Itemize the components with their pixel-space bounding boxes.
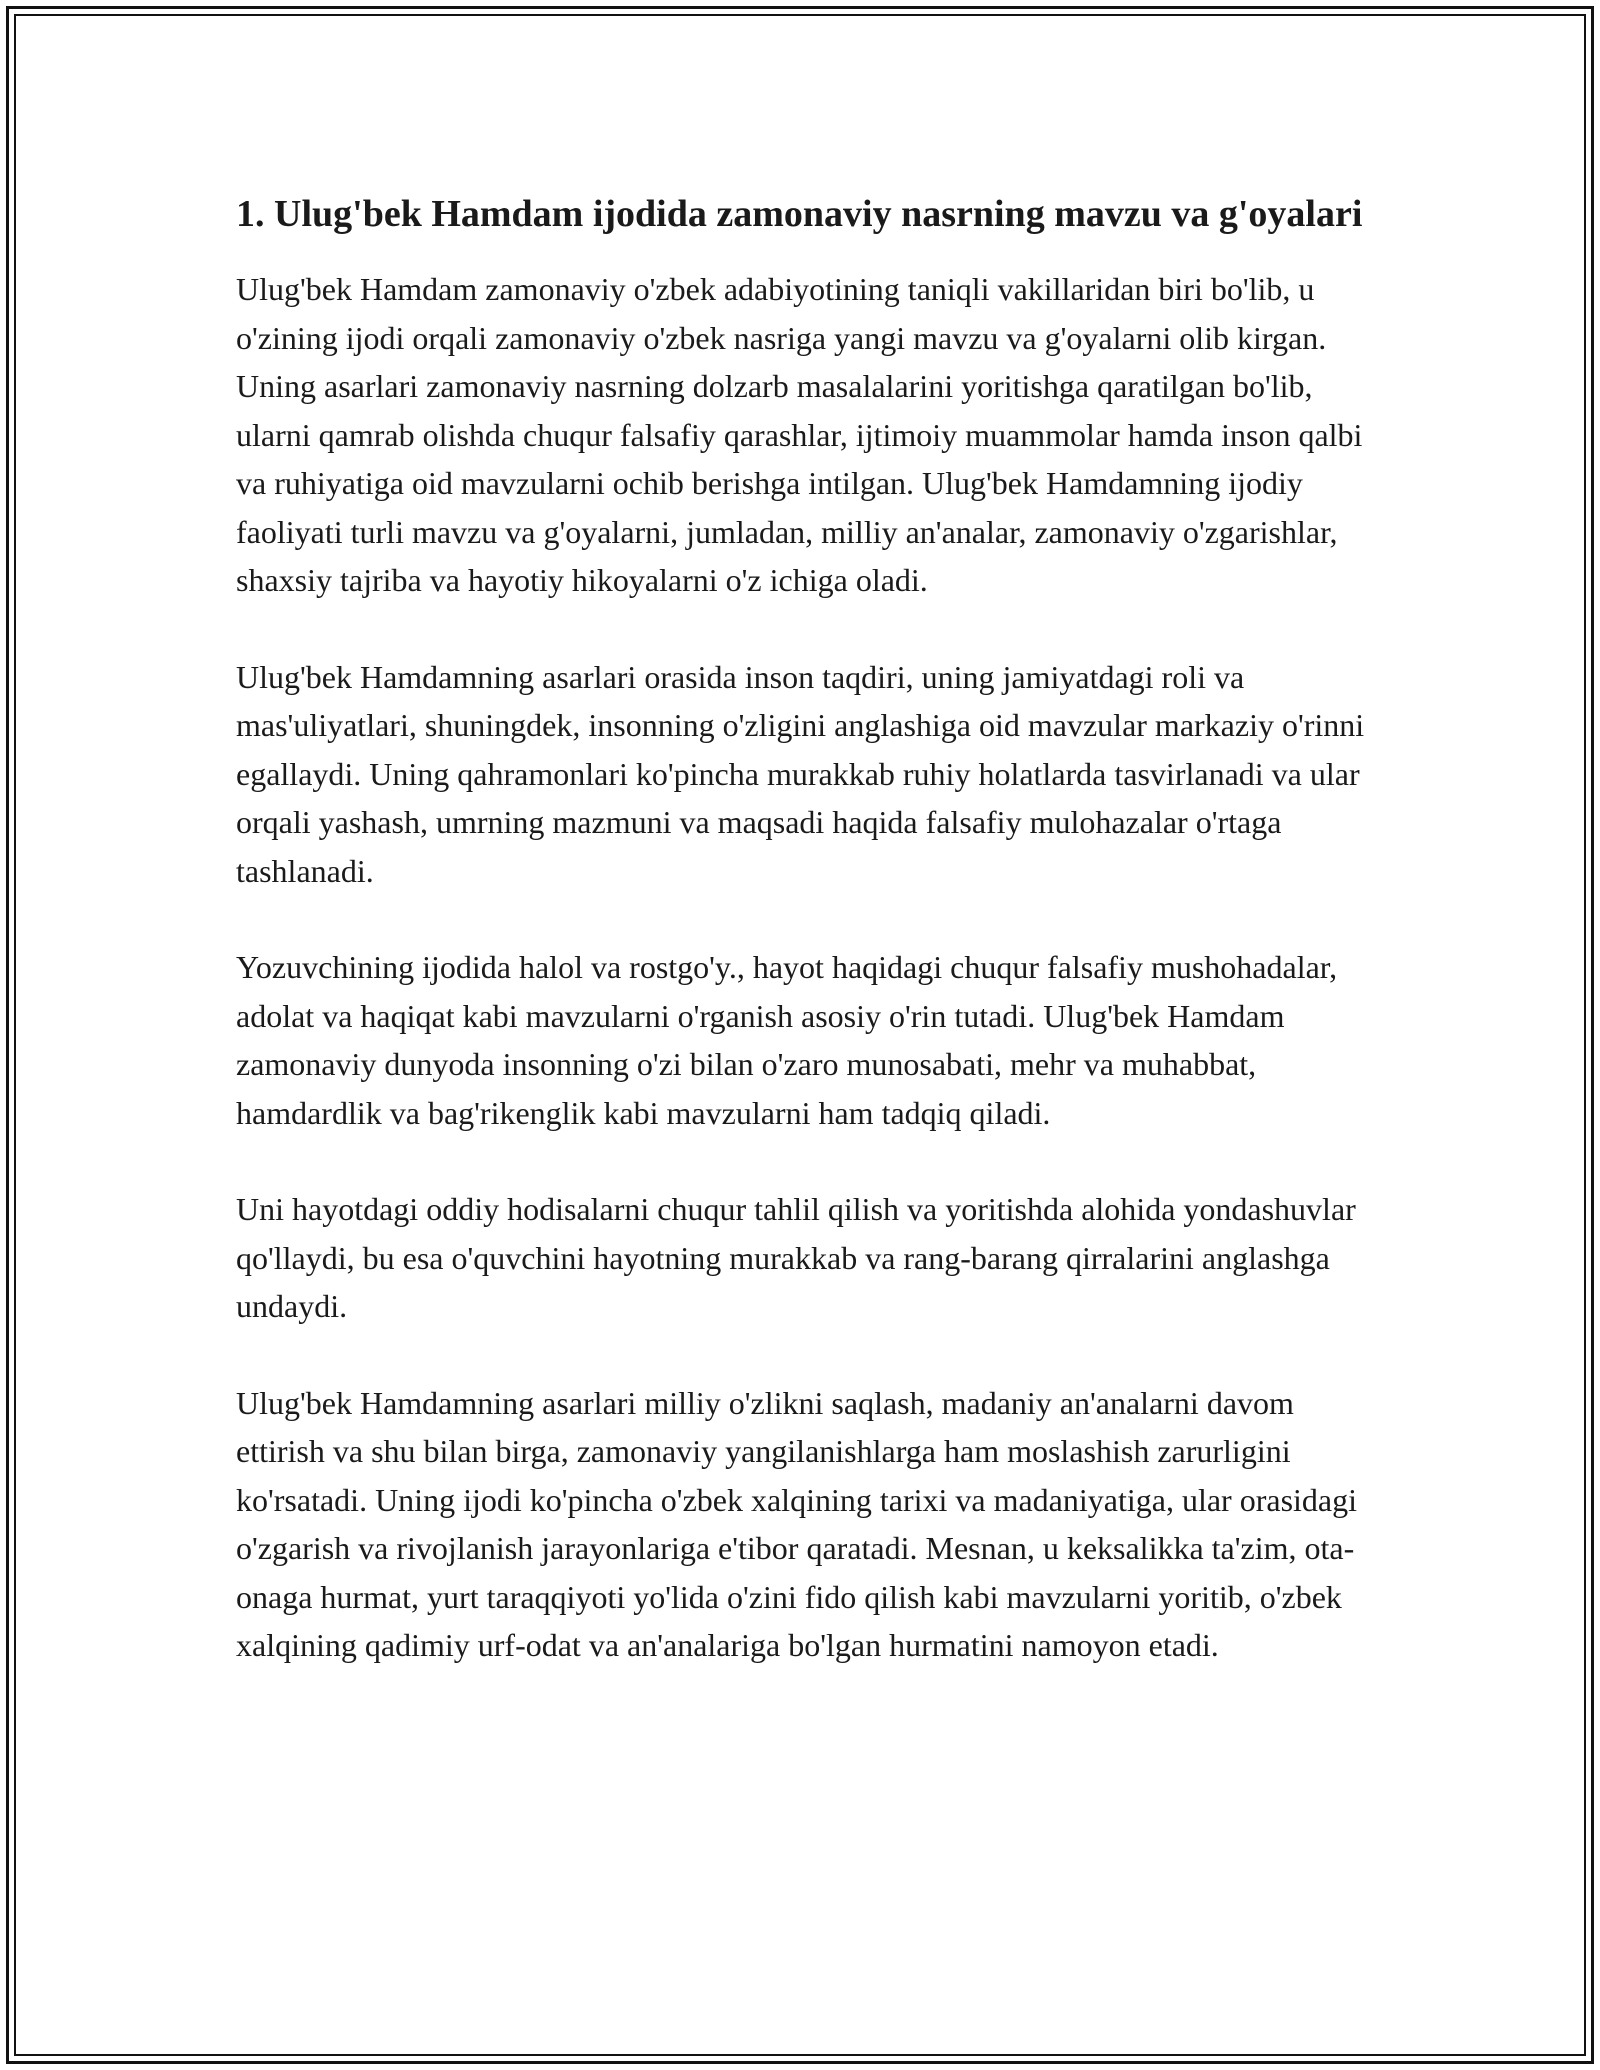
paragraph-2: Ulug'bek Hamdamning asarlari orasida inson taqdiri, uning jamiyatdagi roli va mas'uliyatlari, shuningdek, insonning o'zligini anglashiga oid mavzular markaziy o'rinni egallaydi. Uning qahramonlari ko'pincha murakkab ruhiy holatlarda tasvirlanadi va ular orqali yashash, umrning mazmuni va maqsadi haqida falsafiy mulohazalar o'rtaga tashlanadi. — [236, 658, 1365, 889]
section-heading: 1. Ulug'bek Hamdam ijodida zamonaviy nasrning mavzu va g'oyalari — [236, 193, 1363, 235]
paragraph-3: Yozuvchining ijodida halol va rostgo'y., hayot haqidagi chuqur falsafiy mushohadalar, adolat va haqiqat kabi mavzularni o'rganish asosiy o'rin tutadi. Ulug'bek Hamdam zamonaviy dunyoda insonning o'zi bilan o'zaro munosabati, mehr va muhabbat, hamdardlik va bag'rikenglik kabi mavzularni ham tadqiq qiladi. — [236, 949, 1338, 1131]
paragraph-4: Uni hayotdagi oddiy hodisalarni chuqur tahlil qilish va yoritishda alohida yondashuvlar qo'llaydi, bu esa o'quvchini hayotning murakkab va rang-barang qirralarini anglashga undaydi. — [236, 1191, 1356, 1324]
paragraph-5: Ulug'bek Hamdamning asarlari milliy o'zlikni saqlash, madaniy an'analarni davom ettirish va shu bilan birga, zamonaviy yangilanishlarga ham moslashish zarurligini ko'rsatadi. Uning ijodi ko'pincha o'zbek xalqining tarixi va madaniyatiga, ular orasidagi o'zgarish va rivojlanish jarayonlariga e'tibor qaratadi. Mesnan, u keksalikka ta'zim, ota-onaga hurmat, yurt taraqqiyoti yo'lida o'zini fido qilish kabi mavzularni yoritib, o'zbek xalqining qadimiy urf-odat va an'analariga bo'lgan hurmatini namoyon etadi. — [236, 1384, 1357, 1663]
paragraph-1: Ulug'bek Hamdam zamonaviy o'zbek adabiyotining taniqli vakillaridan biri bo'lib, u o'zining ijodi orqali zamonaviy o'zbek nasriga yangi mavzu va g'oyalarni olib kirgan. Uning asarlari zamonaviy nasrning dolzarb masalalarini yoritishga qaratilgan bo'lib, ularni qamrab olishda chuqur falsafiy qarashlar, ijtimoiy muammolar hamda inson qalbi va ruhiyatiga oid mavzularni ochib berishga intilgan. Ulug'bek Hamdamning ijodiy faoliyati turli mavzu va g'oyalarni, jumladan, milliy an'analar, zamonaviy o'zgarishlar, shaxsiy tajriba va hayotiy hikoyalarni o'z ichiga oladi. — [236, 271, 1363, 598]
document-body — [236, 185, 1366, 1718]
